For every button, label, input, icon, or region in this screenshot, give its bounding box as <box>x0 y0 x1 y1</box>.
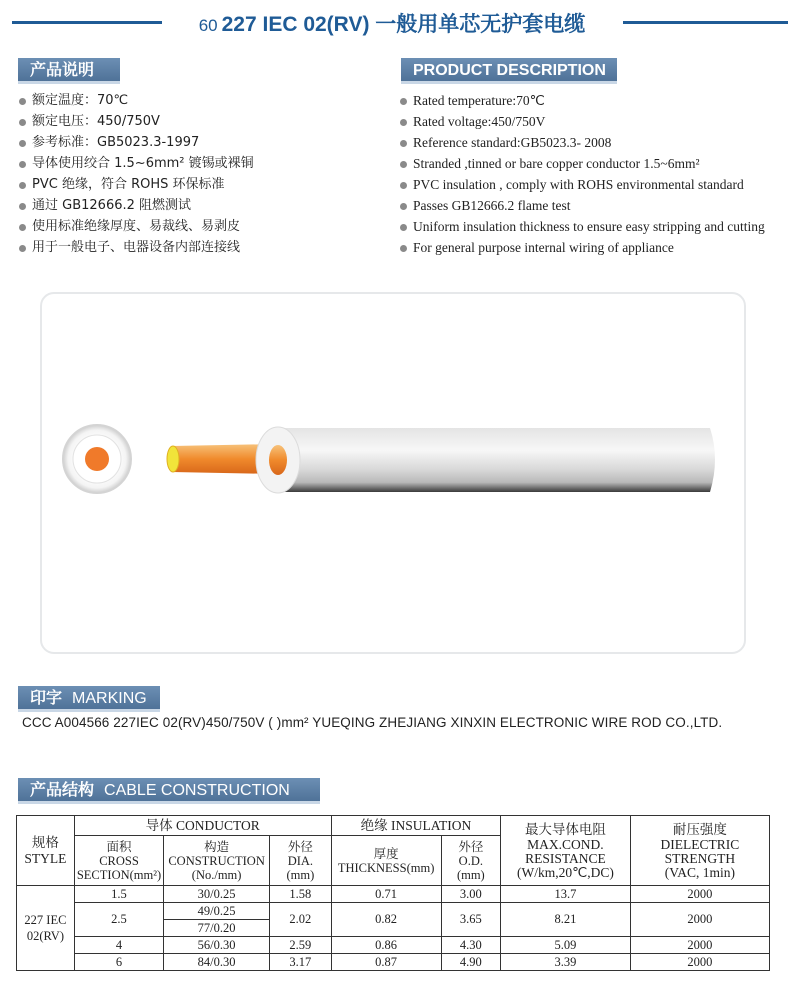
description-item: PVC 绝缘，符合 ROHS 环保标准 <box>18 174 254 195</box>
description-item: 额定温度：70℃ <box>18 90 254 111</box>
header-od: 外径 O.D. (mm) <box>441 836 501 886</box>
cell-cross: 6 <box>74 954 163 971</box>
marking-text: CCC A004566 227IEC 02(RV)450/750V ( )mm² YUEQING ZHEJIANG XINXIN ELECTRONIC WIRE ROD CO.,LTD. <box>22 715 723 730</box>
cell-dia: 3.17 <box>270 954 332 971</box>
cell-dielectric: 2000 <box>630 903 769 937</box>
description-item: PVC insulation , comply with ROHS environmental standard <box>399 174 765 195</box>
insulation-jacket <box>280 428 715 492</box>
description-item: Passes GB12666.2 flame test <box>399 195 765 216</box>
page-title <box>172 8 612 38</box>
header-cross-section: 面积 CROSS SECTION(mm²) <box>74 836 163 886</box>
heading-cn-text: 产品说明 <box>30 62 95 79</box>
cell-od: 4.30 <box>441 937 501 954</box>
cell-construction: 30/0.25 <box>164 886 270 903</box>
cell-construction: 56/0.30 <box>164 937 270 954</box>
cell-thickness: 0.87 <box>331 954 441 971</box>
cell-thickness: 0.86 <box>331 937 441 954</box>
cell-resistance: 3.39 <box>501 954 631 971</box>
cell-od: 3.00 <box>441 886 501 903</box>
cell-cross: 1.5 <box>74 886 163 903</box>
cell-dielectric: 2000 <box>630 886 769 903</box>
cell-thickness: 0.71 <box>331 886 441 903</box>
cell-cross: 4 <box>74 937 163 954</box>
header-insulation: 绝缘 INSULATION <box>331 816 500 836</box>
header-conductor: 导体 CONDUCTOR <box>74 816 331 836</box>
description-list-en <box>399 90 765 258</box>
description-item: 导体使用绞合 1.5~6mm² 镀锡或裸铜 <box>18 153 254 174</box>
heading-cable-construction <box>18 778 320 804</box>
header-dia: 外径 DIA. (mm) <box>270 836 332 886</box>
header-dielectric: 耐压强度 DIELECTRIC STRENGTH (VAC, 1min) <box>630 816 769 886</box>
title-rule-left <box>12 21 162 24</box>
title-rule-right <box>623 21 788 24</box>
conductor-cross-section <box>85 447 109 471</box>
cell-resistance: 13.7 <box>501 886 631 903</box>
cell-od: 3.65 <box>441 903 501 937</box>
cell-dia: 1.58 <box>270 886 332 903</box>
header-thickness: 厚度 THICKNESS(mm) <box>331 836 441 886</box>
header-style: 规格 STYLE <box>17 816 75 886</box>
cell-resistance: 8.21 <box>501 903 631 937</box>
description-item: 额定电压：450/750V <box>18 111 254 132</box>
description-item: Rated temperature:70℃ <box>399 90 765 111</box>
cell-dia: 2.59 <box>270 937 332 954</box>
description-item: Rated voltage:450/750V <box>399 111 765 132</box>
marking-heading-cn: 印字 <box>30 690 63 707</box>
construction-heading-en: CABLE CONSTRUCTION <box>104 782 290 799</box>
description-item: 通过 GB12666.2 阻燃测试 <box>18 195 254 216</box>
cell-construction: 49/0.25 <box>164 903 270 920</box>
cell-construction: 84/0.30 <box>164 954 270 971</box>
header-resistance: 最大导体电阻 MAX.COND. RESISTANCE (W/km,20℃,DC) <box>501 816 631 886</box>
cell-construction: 77/0.20 <box>164 920 270 937</box>
cell-od: 4.90 <box>441 954 501 971</box>
cell-dia: 2.02 <box>270 903 332 937</box>
description-item: 用于一般电子、电器设备内部连接线 <box>18 237 254 258</box>
cable-illustration-frame <box>40 292 746 654</box>
cell-thickness: 0.82 <box>331 903 441 937</box>
description-list-cn <box>18 90 254 258</box>
title-text: 227 IEC 02(RV) 一般用单芯无护套电缆 <box>221 13 586 36</box>
description-item: Stranded ,tinned or bare copper conductor 1.5~6mm² <box>399 153 765 174</box>
construction-heading-cn: 产品结构 <box>30 782 95 799</box>
description-item: 参考标准：GB5023.3-1997 <box>18 132 254 153</box>
header-construction: 构造 CONSTRUCTION (No./mm) <box>164 836 270 886</box>
heading-en-text: PRODUCT DESCRIPTION <box>413 62 606 79</box>
heading-product-description-cn <box>18 58 120 84</box>
cable-construction-table <box>16 815 770 971</box>
title-prefix: 60 <box>198 16 218 35</box>
cell-resistance: 5.09 <box>501 937 631 954</box>
cell-cross: 2.5 <box>74 903 163 937</box>
description-item: Reference standard:GB5023.3- 2008 <box>399 132 765 153</box>
heading-product-description-en <box>401 58 617 84</box>
cell-dielectric: 2000 <box>630 937 769 954</box>
page-header <box>12 6 788 40</box>
table-row <box>17 903 770 920</box>
heading-marking <box>18 686 160 712</box>
cable-illustration <box>42 294 748 656</box>
cell-dielectric: 2000 <box>630 954 769 971</box>
marking-heading-en: MARKING <box>72 690 147 707</box>
table-row <box>17 937 770 954</box>
table-row <box>17 886 770 903</box>
style-cell: 227 IEC 02(RV) <box>17 886 75 971</box>
description-item: For general purpose internal wiring of appliance <box>399 237 765 258</box>
description-item: Uniform insulation thickness to ensure easy stripping and cutting <box>399 216 765 237</box>
description-item: 使用标准绝缘厚度、易裁线、易剥皮 <box>18 216 254 237</box>
table-row <box>17 954 770 971</box>
